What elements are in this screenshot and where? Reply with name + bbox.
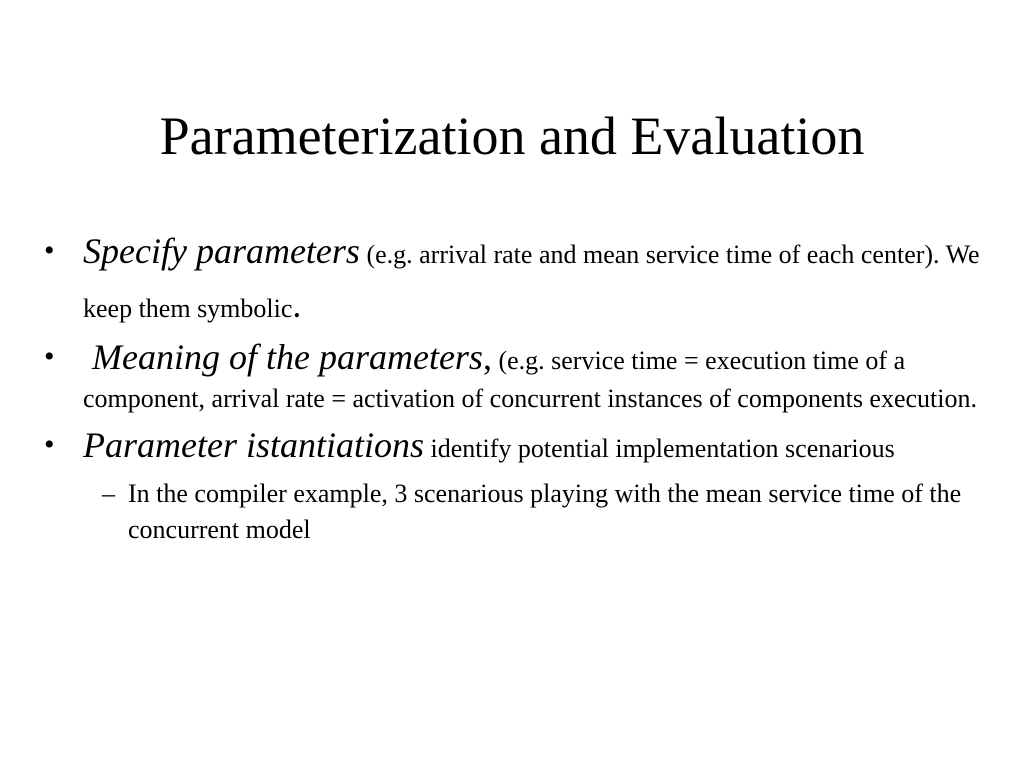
bullet-meaning-of-parameters [44, 338, 994, 418]
bullet-marker: • [44, 234, 55, 267]
sub-bullet-text: In the compiler example, 3 scenarious playing with the mean service time of the concurrent model [128, 479, 962, 544]
bullet-end-period: . [292, 285, 302, 325]
bullet-lead: Specify parameters [83, 231, 360, 271]
bullet-text: (e.g. arrival rate and mean service time of each center). We keep them symbolic [83, 240, 980, 323]
bullet-text: identify potential implementation scenarious [424, 434, 895, 463]
bullet-marker: • [44, 340, 55, 373]
sub-bullet-list [83, 476, 994, 548]
bullet-list [44, 226, 994, 548]
slide-title: Parameterization and Evaluation [159, 106, 865, 166]
bullet-specify-parameters [44, 226, 994, 334]
bullet-marker: • [44, 428, 55, 461]
bullet-text: (e.g. service time = execution time of a component, arrival rate = activation of concurrent instances of components execution. [83, 346, 978, 413]
bullet-lead: Parameter istantiations [83, 425, 424, 465]
bullet-lead-text: Meaning of the parameters [92, 337, 483, 377]
bullet-lead-comma: , [482, 337, 492, 377]
sub-bullet-compiler-example [102, 476, 994, 548]
bullet-lead [83, 337, 483, 377]
sub-bullet-marker: – [102, 479, 115, 508]
bullet-parameter-istantiations [44, 426, 994, 548]
